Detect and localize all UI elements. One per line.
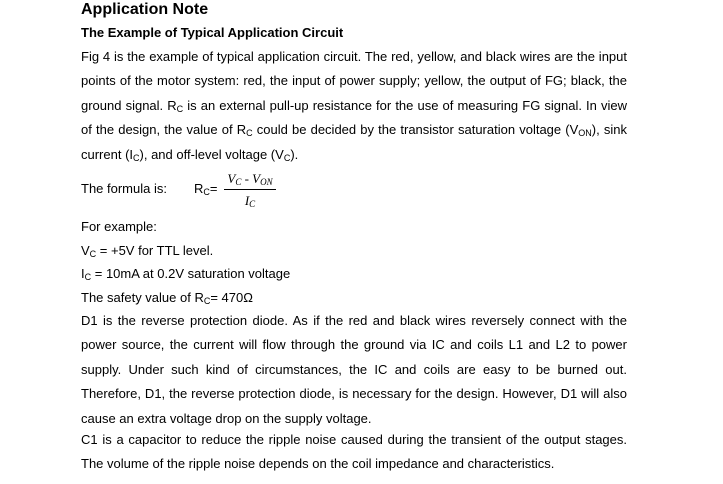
rc-subscript: C xyxy=(176,103,184,114)
safe-rest: = 470Ω xyxy=(210,290,253,305)
safe-prefix: The safety value of R xyxy=(81,290,204,305)
rc-subscript: C xyxy=(246,128,253,139)
intro-text-b: is an external pull-up resistance for the use of measuring FG signal. In view of the design, the value of R xyxy=(81,97,627,138)
formula-numerator xyxy=(224,170,276,187)
formula-r: R xyxy=(194,181,204,196)
num-v2: V xyxy=(252,171,261,186)
formula-denominator xyxy=(224,193,276,209)
den-i-sub: C xyxy=(249,199,256,209)
ic-rest: = 10mA at 0.2V saturation voltage xyxy=(91,266,291,281)
c1-paragraph: C1 is a capacitor to reduce the ripple noise caused during the transient of the output stages. The volume of the ripple noise depends on the coil impedance and characteristics. xyxy=(81,432,627,472)
ic-main: I xyxy=(81,266,85,281)
section-heading: Application Note xyxy=(81,1,209,18)
num-minus: - xyxy=(241,171,253,186)
formula-r-sub: C xyxy=(203,187,210,197)
intro-text-a: Fig 4 is the example of typical application circuit. The red, yellow, and black wires are the input points of the motor system: red, the input of power supply; yellow, the output of FG; black, the ground signal. R xyxy=(81,49,627,113)
von-subscript: ON xyxy=(578,128,592,139)
vc-main: V xyxy=(81,243,90,258)
vc-sub: C xyxy=(89,249,97,259)
intro-text-e: ), and off-level voltage (V xyxy=(139,146,284,162)
intro-text-f: ). xyxy=(290,146,299,162)
num-v1: V xyxy=(227,171,236,186)
formula-lhs xyxy=(194,181,217,196)
subsection-heading: The Example of Typical Application Circuit xyxy=(81,25,344,40)
formula-equals: = xyxy=(209,181,218,196)
vc-subscript: C xyxy=(283,152,291,163)
intro-text-c: could be decided by the transistor saturation voltage (V xyxy=(252,122,579,138)
num-v1-sub: C xyxy=(235,177,242,187)
intro-text-d: ), sink current (I xyxy=(81,122,628,162)
example-label: For example: xyxy=(81,219,157,234)
ic-subscript: C xyxy=(133,152,140,163)
example-safe-line xyxy=(81,290,253,306)
example-ic-line xyxy=(81,266,290,282)
ic-sub: C xyxy=(84,272,92,282)
num-v2-sub: ON xyxy=(260,177,273,187)
den-i: I xyxy=(244,193,250,208)
intro-paragraph xyxy=(81,45,627,167)
safe-sub: C xyxy=(203,296,211,306)
d1-paragraph: D1 is the reverse protection diode. As if the red and black wires reversely connect with the power source, the current will flow through the ground via IC and coils L1 and L2 to power supply. Under such kind of circumstances, the IC and coils are easy to be burned out. Therefore, D1, the reverse protection diode, is necessary for the design. However, D1 will also cause an extra voltage drop on the supply voltage. xyxy=(81,313,627,426)
fraction-bar xyxy=(224,189,276,190)
vc-rest: = +5V for TTL level. xyxy=(96,243,214,258)
formula-fraction xyxy=(224,170,276,209)
example-vc-line xyxy=(81,243,213,259)
formula-label: The formula is: xyxy=(81,181,167,196)
